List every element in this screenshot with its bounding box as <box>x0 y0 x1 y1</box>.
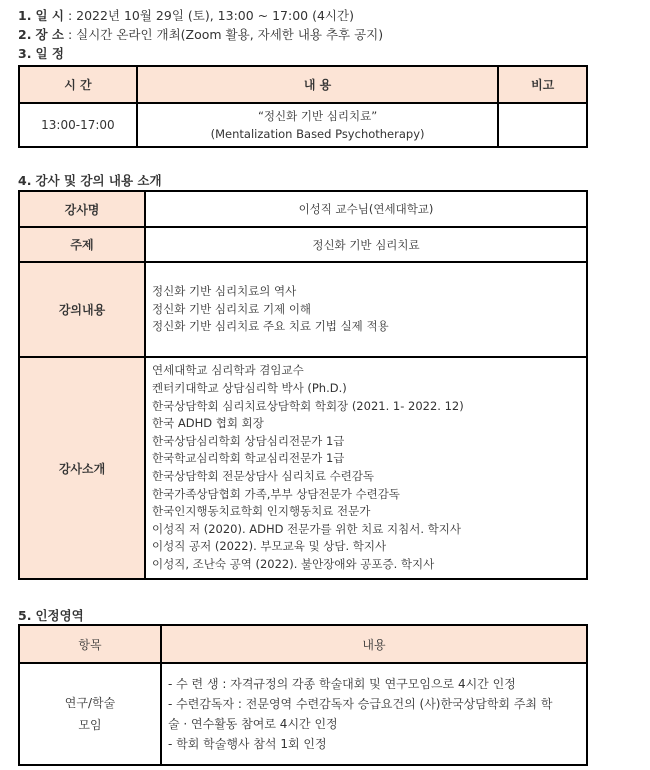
schedule-note <box>499 104 586 146</box>
lecturer-topic-value: 정신화 기반 심리치료 <box>146 228 586 261</box>
place-number: 2. <box>18 27 32 42</box>
lecturer-bio-item: 한국상담학회 심리치료상담학회 학회장 (2021. 1- 2022. 12) <box>152 398 464 413</box>
lecturer-content-item: 정신화 기반 심리치료의 역사 <box>152 284 297 299</box>
place-label: 장 소 <box>35 27 64 42</box>
certification-category-line1: 연구/학술 <box>64 696 116 710</box>
lecturer-bio-item: 켄터키대학교 상담심리학 박사 (Ph.D.) <box>152 381 347 396</box>
certification-heading-text: 인정영역 <box>35 608 84 623</box>
lecturer-content-item: 정신화 기반 심리치료 기제 이해 <box>152 301 312 316</box>
certification-header-content: 내용 <box>162 626 586 662</box>
lecturer-name-value: 이성직 교수님(연세대학교) <box>146 192 586 226</box>
lecturer-bio-item: 한국상담심리학회 상담심리전문가 1급 <box>152 433 345 448</box>
date-label: 일 시 <box>35 8 64 23</box>
lecturer-bio-label: 강사소개 <box>20 358 144 578</box>
date-line <box>18 6 354 24</box>
place-line <box>18 25 383 43</box>
lecturer-bio-item: 이성직, 조난숙 공역 (2022). 불안장애와 공포증. 학지사 <box>152 556 435 571</box>
lecturer-bio-list <box>146 358 586 578</box>
lecturer-content-label: 강의내용 <box>20 263 144 356</box>
date-value: : 2022년 10월 29일 (토), 13:00 ~ 17:00 (4시간) <box>67 8 354 23</box>
certification-table <box>18 624 588 766</box>
lecturer-content-item: 정신화 기반 심리치료 주요 치료 기법 실제 적용 <box>152 319 389 334</box>
lecturer-heading <box>18 171 162 189</box>
schedule-table <box>18 65 588 148</box>
certification-item: 술 · 연수활동 참여로 4시간 인정 <box>168 717 338 731</box>
schedule-content-title: “정신화 기반 심리치료” <box>257 109 378 123</box>
certification-item: - 수 련 생 : 자격규정의 각종 학술대회 및 연구모임으로 4시간 인정 <box>168 677 516 691</box>
lecturer-content-list <box>146 263 586 356</box>
schedule-heading-text: 일 정 <box>35 46 64 61</box>
schedule-header-time: 시 간 <box>20 67 136 102</box>
certification-header-category: 항목 <box>20 626 160 662</box>
certification-item: - 수련감독자 : 전문영역 수련감독자 승급요건의 (사)한국상담학회 주최 학 <box>168 697 553 711</box>
lecturer-bio-item: 이성직 공저 (2022). 부모교육 및 상담. 학지사 <box>152 539 387 554</box>
lecturer-bio-item: 한국가족상담협회 가족,부부 상담전문가 수련감독 <box>152 486 400 501</box>
schedule-header-note: 비고 <box>499 67 586 102</box>
certification-number: 5. <box>18 608 32 623</box>
lecturer-bio-item: 한국상담학회 전문상담사 심리치료 수련감독 <box>152 469 375 483</box>
schedule-content <box>138 104 498 146</box>
place-value: : 실시간 온라인 개최(Zoom 활용, 자세한 내용 추후 공지) <box>67 27 384 42</box>
lecturer-bio-item: 연세대학교 심리학과 겸임교수 <box>152 363 304 378</box>
certification-heading <box>18 606 84 624</box>
lecturer-bio-item: 한국인지행동치료학회 인지행동치료 전문가 <box>152 504 371 519</box>
schedule-number: 3. <box>18 46 32 61</box>
lecturer-heading-text: 강사 및 강의 내용 소개 <box>35 173 162 188</box>
lecturer-bio-item: 이성직 저 (2020). ADHD 전문가를 위한 치료 지침서. 학지사 <box>152 521 461 536</box>
schedule-heading <box>18 44 64 62</box>
schedule-header-content: 내 용 <box>138 67 498 102</box>
lecturer-table <box>18 190 588 580</box>
certification-items <box>162 664 586 764</box>
lecturer-topic-label: 주제 <box>20 228 144 261</box>
certification-item: - 학회 학술행사 참석 1회 인정 <box>168 737 327 751</box>
date-number: 1. <box>18 8 32 23</box>
lecturer-bio-item: 한국학교심리학회 학교심리전문가 1급 <box>152 451 345 466</box>
schedule-time: 13:00-17:00 <box>20 104 136 146</box>
lecturer-name-label: 강사명 <box>20 192 144 226</box>
certification-category-line2: 모임 <box>78 718 102 732</box>
lecturer-bio-item: 한국 ADHD 협회 회장 <box>152 416 264 431</box>
certification-category <box>20 664 160 764</box>
schedule-content-subtitle: (Mentalization Based Psychotherapy) <box>210 127 425 141</box>
lecturer-number: 4. <box>18 173 32 188</box>
